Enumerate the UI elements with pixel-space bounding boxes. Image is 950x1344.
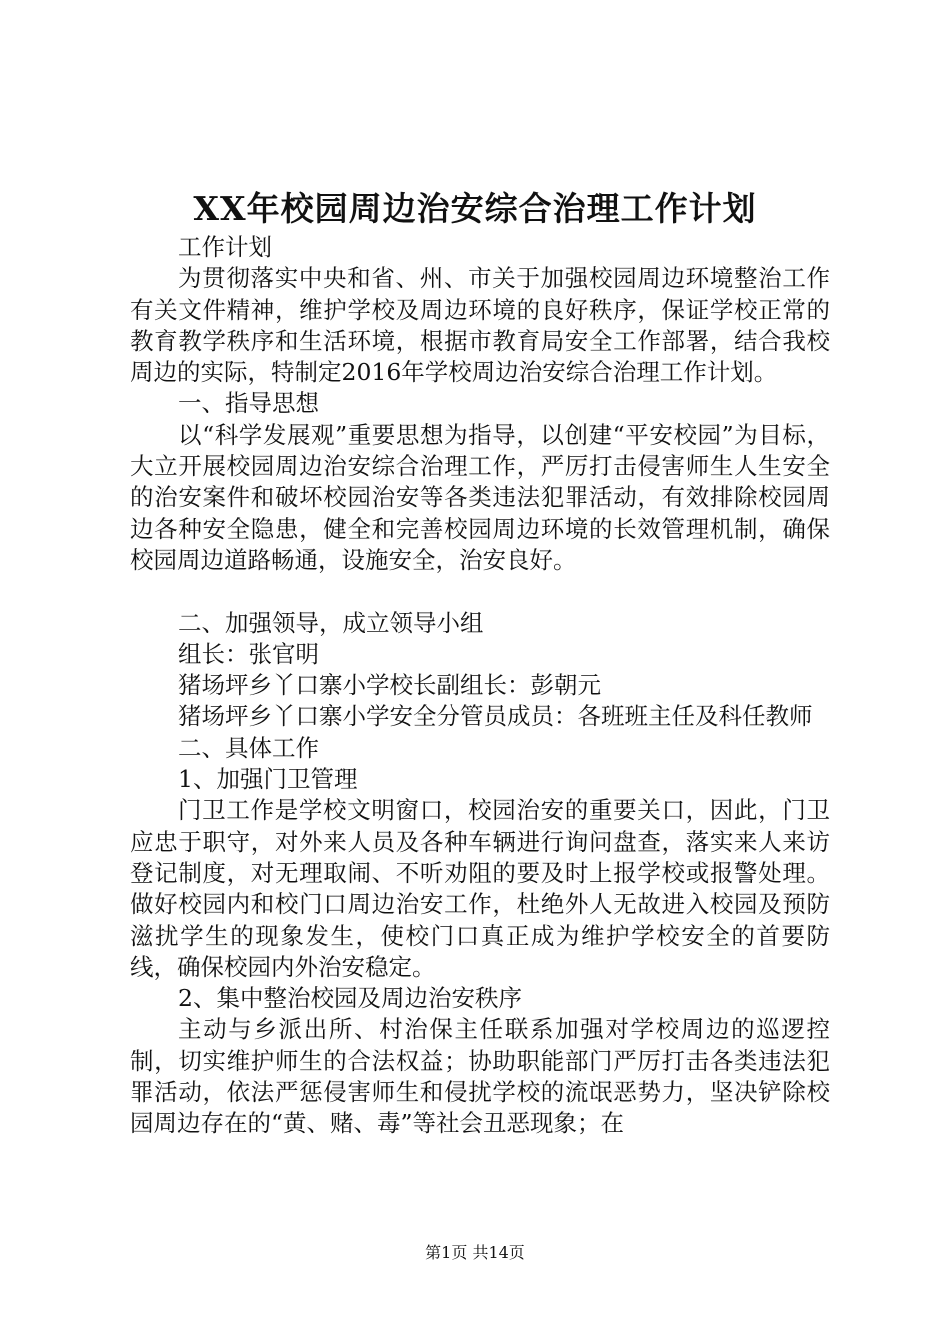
paragraph-order-rectification: 主动与乡派出所、村治保主任联系加强对学校周边的巡逻控制，切实维护师生的合法权益；协助职能部门严厉打击各类违法犯罪活动，依法严惩侵害师生和侵扰学校的流氓恶势力，坚决铲除校园周边存在的“黄、赌、毒”等社会丑恶现象；在 [130,1015,830,1138]
paragraph-guiding-thought: 以“科学发展观”重要思想为指导，以创建“平安校园”为目标，大立开展校园周边治安综合治理工作，严厉打击侵害师生人生安全的治安案件和破坏校园治安等各类违法犯罪活动，有效排除校园周边各种安全隐患，健全和完善校园周边环境的长效管理机制，确保校园周边道路畅通，设施安全，治安良好。 [130,420,830,574]
document-title: XX年校园周边治安综合治理工作计划 [193,189,757,228]
subheading-order-rectification: 2、集中整治校园及周边治安秩序 [178,984,522,1013]
paragraph-members: 猪场坪乡丫口寨小学安全分管员成员：各班班主任及科任教师 [178,702,813,731]
section-heading-guiding-thought: 一、指导思想 [178,389,319,418]
paragraph-gate-management: 门卫工作是学校文明窗口，校园治安的重要关口，因此，门卫应忠于职守，对外来人员及各种车辆进行询问盘查，落实来人来访登记制度，对无理取闹、不听劝阻的要及时上报学校或报警处理。做好校园内和校门口周边治安工作，杜绝外人无故进入校园及预防滋扰学生的现象发生，使校门口真正成为维护学校安全的首要防线，确保校园内外治安稳定。 [130,796,830,981]
page-footer: 第1页 共14页 [425,1243,525,1262]
paragraph-intro: 为贯彻落实中央和省、州、市关于加强校园周边环境整治工作有关文件精神，维护学校及周边环境的良好秩序，保证学校正常的教育教学秩序和生活环境，根据市教育局安全工作部署，结合我校周边的实际，特制定2016年学校周边治安综合治理工作计划。 [130,264,830,387]
subheading-gate-management: 1、加强门卫管理 [178,765,358,794]
blank-line [130,576,830,607]
document-body [130,232,830,1140]
section-heading-specific-work: 二、具体工作 [178,733,319,762]
paragraph-deputy-leader: 猪场坪乡丫口寨小学校长副组长：彭朝元 [178,671,601,700]
paragraph-heading-work-plan: 工作计划 [178,233,272,261]
paragraph-group-leader: 组长：张官明 [178,639,319,668]
section-heading-leadership: 二、加强领导，成立领导小组 [178,608,484,637]
